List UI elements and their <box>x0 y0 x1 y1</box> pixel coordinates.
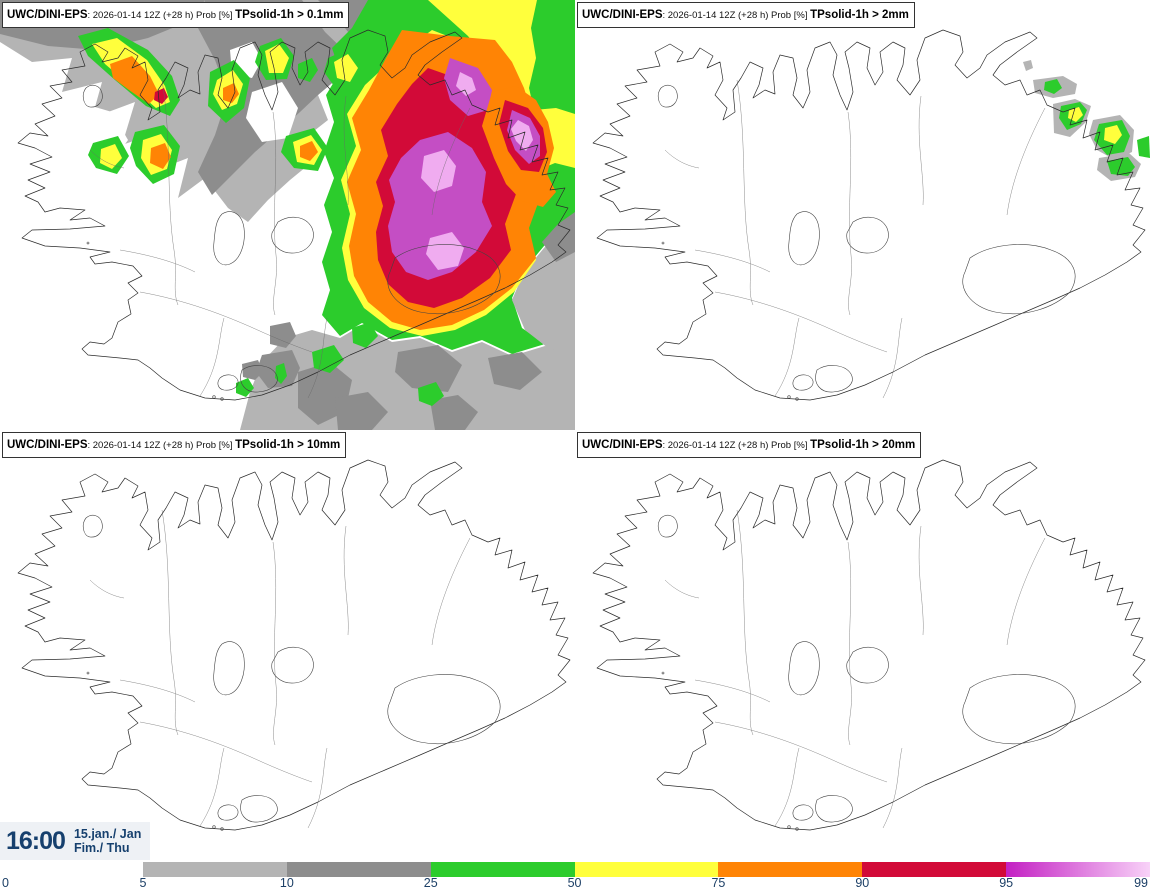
colorbar-tick-75: 75 <box>711 876 726 890</box>
time-value: 16:00 <box>6 826 65 855</box>
colorbar-tick-labels <box>0 876 1150 891</box>
time-display <box>0 822 150 860</box>
colorbar-tick-25: 25 <box>423 876 438 890</box>
threshold-label: TPsolid-1h > 0.1mm <box>235 9 344 21</box>
model-name: UWC/DINI-EPS <box>582 439 663 451</box>
colorbar-tick-0: 0 <box>2 876 9 890</box>
iceland-map <box>575 0 1150 430</box>
prob-region-green <box>1137 136 1150 158</box>
run-info: : 2026-01-14 12Z (+28 h) Prob [%] <box>662 10 811 21</box>
colorbar-segment-90-95 <box>862 862 1006 877</box>
run-info: : 2026-01-14 12Z (+28 h) Prob [%] <box>87 440 236 451</box>
panel-title <box>577 2 915 28</box>
prob-region-gray_light <box>1023 60 1033 71</box>
colorbar-segment-10-25 <box>287 862 431 877</box>
colorbar-tick-95: 95 <box>999 876 1014 890</box>
panel-title <box>577 432 921 458</box>
colorbar-tick-90: 90 <box>855 876 870 890</box>
colorbar-tick-5: 5 <box>139 876 147 890</box>
weekday-value: Fim./ Thu <box>73 841 130 855</box>
coastline-geometry <box>18 460 570 830</box>
run-info: : 2026-01-14 12Z (+28 h) Prob [%] <box>662 440 811 451</box>
threshold-label: TPsolid-1h > 2mm <box>810 9 909 21</box>
map-panel-prob-2mm <box>575 0 1150 430</box>
panel-title <box>2 2 349 28</box>
map-panel-prob-20mm <box>575 430 1150 860</box>
iceland-map <box>0 430 575 860</box>
colorbar-tick-99: 99 <box>1134 876 1148 890</box>
date-value: 15.jan./ Jan <box>73 826 142 841</box>
panel-title <box>2 432 346 458</box>
colorbar-segment-50-75 <box>575 862 719 877</box>
colorbar-segment-25-50 <box>431 862 575 877</box>
iceland-map <box>0 0 575 430</box>
colorbar-tick-50: 50 <box>567 876 582 890</box>
colorbar-tick-10: 10 <box>279 876 294 890</box>
coastline-geometry <box>593 460 1145 830</box>
iceland-map <box>575 430 1150 860</box>
model-name: UWC/DINI-EPS <box>7 439 88 451</box>
model-name: UWC/DINI-EPS <box>7 9 88 21</box>
colorbar-segment-95-99 <box>1006 862 1150 877</box>
colorbar-segment-5-10 <box>143 862 287 877</box>
threshold-label: TPsolid-1h > 10mm <box>235 439 341 451</box>
threshold-label: TPsolid-1h > 20mm <box>810 439 916 451</box>
probability-colorbar <box>143 862 1150 877</box>
model-name: UWC/DINI-EPS <box>582 9 663 21</box>
colorbar-segment-75-90 <box>718 862 862 877</box>
date-display <box>74 827 141 856</box>
map-panel-prob-10mm <box>0 430 575 860</box>
map-panel-prob-0.1mm <box>0 0 575 430</box>
run-info: : 2026-01-14 12Z (+28 h) Prob [%] <box>87 10 236 21</box>
